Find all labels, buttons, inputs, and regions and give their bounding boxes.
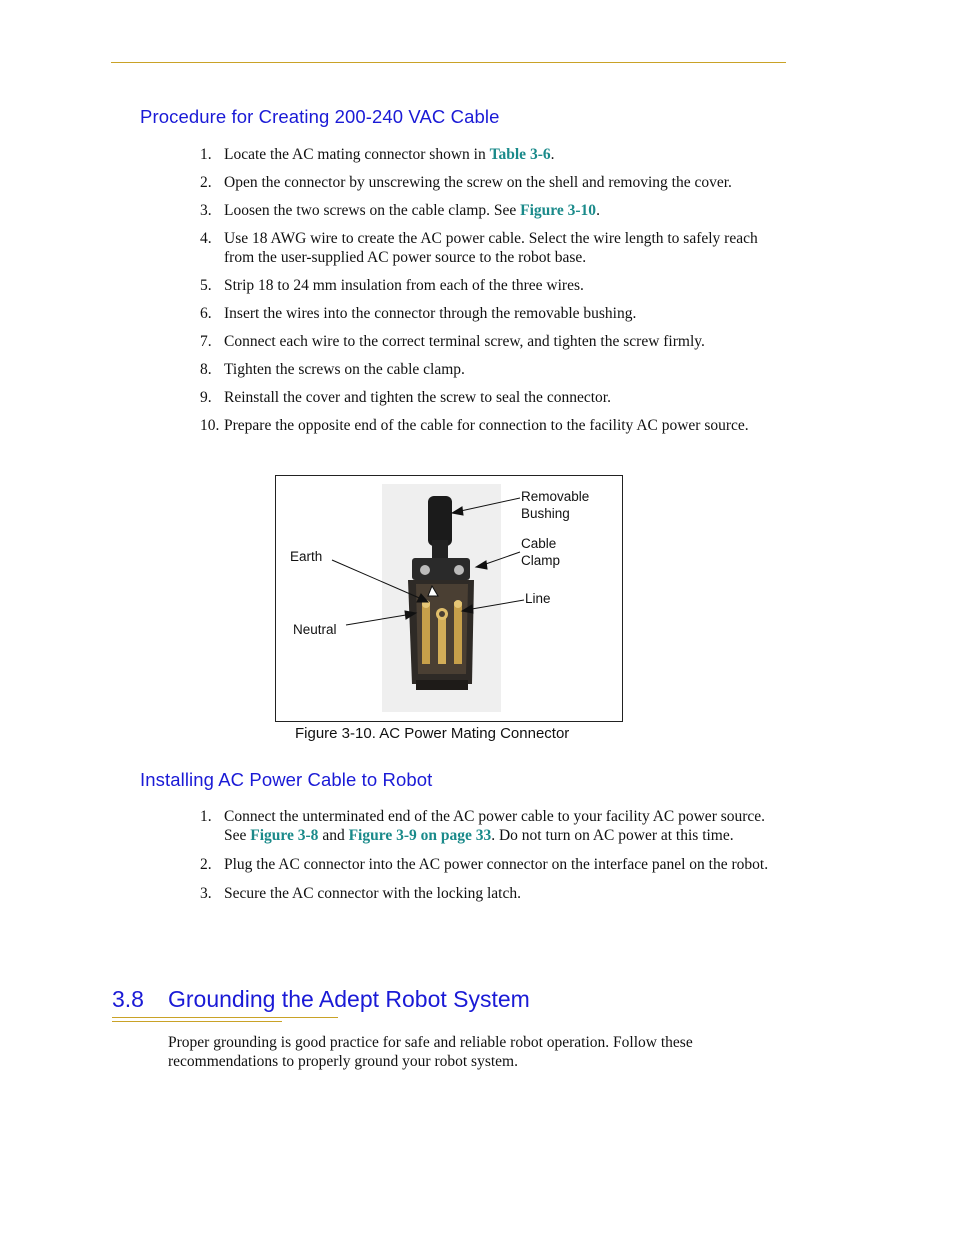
step-number: 5. — [200, 277, 212, 294]
step-text: Connect the unterminated end of the AC power cable to your facility AC power source. See Figure 3-8 and Figure 3-9 on page 33. Do not turn on AC power at this time. — [224, 808, 766, 844]
procedure-steps-list — [200, 145, 790, 444]
list-item — [200, 388, 790, 407]
step-text: Insert the wires into the connector through the removable bushing. — [224, 305, 637, 322]
grounding-paragraph: Proper grounding is good practice for safe and reliable robot operation. Follow these recommendations to properly ground your robot system. — [168, 1034, 693, 1070]
step-text: Loosen the two screws on the cable clamp. See Figure 3-10. — [224, 202, 600, 219]
title-underline — [112, 1017, 338, 1018]
step-text: Secure the AC connector with the locking latch. — [224, 885, 521, 902]
step-number: 2. — [200, 174, 212, 191]
step-number: 9. — [200, 389, 212, 406]
cross-reference-link[interactable]: Figure 3-9 on page 33 — [348, 827, 492, 844]
label-removable-bushing: Removable Bushing — [521, 489, 590, 521]
step-number: 1. — [200, 146, 212, 163]
step-number: 2. — [200, 856, 212, 873]
cross-reference-link[interactable]: Figure 3-8 — [250, 827, 319, 844]
label-earth: Earth — [290, 549, 323, 564]
list-item — [200, 332, 790, 351]
step-number: 7. — [200, 333, 212, 350]
section-title — [112, 986, 530, 1013]
list-item — [200, 276, 790, 295]
step-number: 4. — [200, 230, 212, 247]
list-item — [200, 229, 790, 267]
list-item — [200, 416, 790, 435]
step-text: Connect each wire to the correct terminal screw, and tighten the screw firmly. — [224, 333, 705, 350]
step-text: Locate the AC mating connector shown in Table 3-6. — [224, 146, 555, 163]
step-text: Strip 18 to 24 mm insulation from each of the three wires. — [224, 277, 584, 294]
list-item — [200, 360, 790, 379]
list-item — [200, 173, 790, 192]
label-neutral: Neutral — [293, 622, 337, 637]
step-text: Plug the AC connector into the AC power connector on the interface panel on the robot. — [224, 856, 769, 873]
figure-ac-connector — [275, 475, 623, 722]
label-line: Line — [525, 591, 551, 606]
list-item — [200, 884, 790, 903]
list-item — [200, 855, 790, 874]
list-item — [200, 304, 790, 323]
step-number: 6. — [200, 305, 212, 322]
step-text: Use 18 AWG wire to create the AC power cable. Select the wire length to safely reach from the user-supplied AC power source to the robot base. — [224, 230, 758, 266]
step-text: Open the connector by unscrewing the screw on the shell and removing the cover. — [224, 174, 732, 191]
list-item — [200, 807, 790, 845]
step-number: 10. — [200, 417, 220, 434]
step-number: 3. — [200, 885, 212, 902]
label-cable-clamp: Cable Clamp — [521, 536, 561, 568]
section-number: 3.8 — [112, 986, 144, 1012]
section-title-text: Grounding the Adept Robot System — [168, 986, 530, 1012]
step-number: 1. — [200, 808, 212, 825]
step-text: Tighten the screws on the cable clamp. — [224, 361, 465, 378]
install-steps-list — [200, 807, 790, 913]
step-number: 8. — [200, 361, 212, 378]
step-text: Reinstall the cover and tighten the screw to seal the connector. — [224, 389, 611, 406]
step-number: 3. — [200, 202, 212, 219]
list-item — [200, 201, 790, 220]
cross-reference-link[interactable]: Table 3-6 — [489, 146, 551, 163]
section-heading-install: Installing AC Power Cable to Robot — [140, 769, 433, 790]
figure-caption: Figure 3-10. AC Power Mating Connector — [295, 725, 570, 742]
step-text: Prepare the opposite end of the cable for connection to the facility AC power source. — [224, 417, 749, 434]
title-underline-2 — [112, 1021, 282, 1022]
cross-reference-link[interactable]: Figure 3-10 — [520, 202, 597, 219]
section-heading-vac-cable: Procedure for Creating 200-240 VAC Cable — [140, 106, 500, 127]
header-rule — [111, 62, 786, 63]
list-item — [200, 145, 790, 164]
